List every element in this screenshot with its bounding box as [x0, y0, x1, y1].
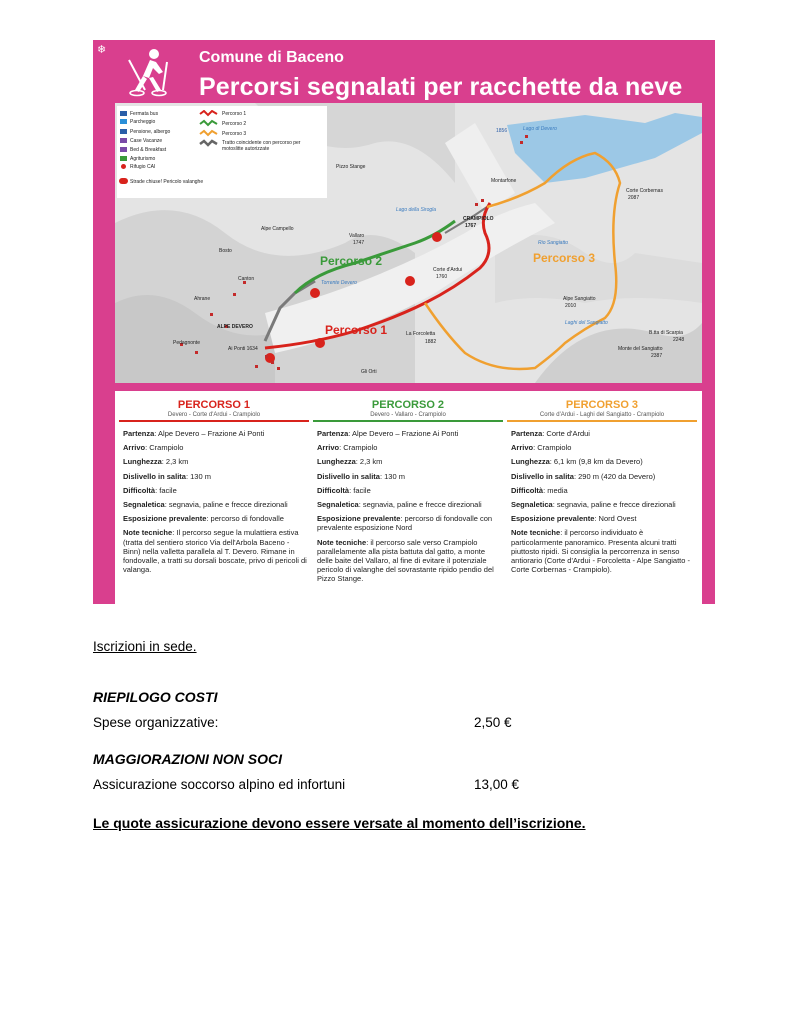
- map-label-alpe-devero: ALPE DEVERO: [217, 324, 253, 330]
- mountain-hut-icon: [121, 164, 126, 169]
- insurance-label: Assicurazione soccorso alpino ed infortuni: [93, 777, 346, 792]
- map-label-alpe-campello: Alpe Campello: [261, 226, 294, 232]
- map-label-torrente-devero: Torrente Devero: [321, 280, 357, 286]
- map-label-alt: 1760: [436, 274, 448, 280]
- map-label-corte-ardui: Corte d'Ardui: [433, 267, 463, 273]
- snowflake-icon: ❄: [97, 44, 107, 56]
- map-label-canton: Canton: [238, 276, 255, 282]
- map-label-bosto: Bosto: [219, 248, 232, 254]
- map-label-pizzo-stange: Pizzo Stange: [336, 164, 366, 170]
- snowshoe-hiker-icon: [123, 46, 175, 100]
- map-label-alt: 2010: [565, 303, 577, 309]
- insurance-value: 13,00 €: [474, 777, 520, 792]
- route-title: PERCORSO 2: [371, 399, 445, 411]
- route-details: Partenza: Alpe Devero – Frazione Ai Ponti Arrivo: Crampiolo Lunghezza: 2,3 km Dislivello in salita: 130 m Difficoltà: facile Segnaletica: segnavia, paline e frecce direzionali Esposizione prevalente: percorso di fondovalle con prevalente esposizione Nord Note tecniche: il percorso sale verso Crampiolo parallelamente alla pista battuta dal gatto, a monte delle baite del Vallaro, al fine di evitare il potenziale pericolo di valanghe del sovrastante ripido pendio del Pizzo Stange.: [317, 429, 494, 584]
- legend-item: Rifugio CAI: [130, 164, 156, 170]
- legend-route-1: Percorso 1: [222, 111, 247, 117]
- map-route-label-1: Percorso 1: [325, 323, 388, 337]
- route-title: PERCORSO 3: [565, 399, 639, 411]
- legend-item: Case Vacanze: [130, 138, 163, 144]
- map-route-label-3: Percorso 3: [533, 251, 596, 265]
- map-label-alt: 2387: [651, 353, 663, 359]
- map-label-alt: 2087: [628, 195, 640, 201]
- organizational-fee-label: Spese organizzative:: [93, 715, 219, 730]
- map-label-ahrane: Ahrane: [194, 296, 211, 302]
- map-label-crampiolo: CRAMPIOLO: [463, 216, 494, 222]
- insurance-payment-note: Le quote assicurazione devono essere versate al momento dell’iscrizione.: [93, 815, 586, 831]
- map-legend: [117, 106, 327, 198]
- legend-route-3: Percorso 3: [222, 131, 247, 137]
- parking-icon: [120, 119, 127, 124]
- map-label-alt: 1767: [465, 223, 477, 229]
- legend-route-shared: Tratto coincidente con percorso per motoslitte autorizzate: [222, 140, 301, 152]
- legend-item: Agriturismo: [130, 156, 156, 162]
- map-label-rio-sangiatto: Rio Sangiatto: [538, 240, 569, 246]
- bed-breakfast-icon: [120, 147, 127, 152]
- routes-info-table: [115, 391, 702, 604]
- map-label-monte-sangiatto: Monte del Sangiatto: [618, 346, 663, 352]
- route-subtitle: Devero - Vallaro - Crampiolo: [370, 412, 446, 418]
- map-label-gli-orti: Gli Orti: [361, 369, 377, 375]
- route-column-3: [507, 391, 697, 604]
- route-rule: [119, 420, 309, 422]
- map-label-ai-ponti: Ai Ponti 1634: [228, 346, 258, 352]
- route-rule: [313, 420, 503, 422]
- legend-item: Strade chiuse! Pericolo valanghe: [130, 179, 204, 185]
- map-label-alpe-sangiatto: Alpe Sangiatto: [563, 296, 596, 302]
- avalanche-warning-icon: [119, 178, 128, 184]
- map-label-montarfone: Montarfone: [491, 178, 517, 184]
- route-rule: [507, 420, 697, 422]
- route-details: Partenza: Corte d'Ardui Arrivo: Crampiolo Lunghezza: 6,1 km (9,8 km da Devero) Dislivello in salita: 290 m (420 da Devero) Difficoltà: media Segnaletica: segnavia, paline e frecce direzionali Esposizione prevalente: Nord Ovest Note tecniche: il percorso individuato è particolarmente panoramico. Presenta alcuni tratti piuttosto ripidi. Si consiglia la percorrenza in senso antiorario (Corte d'Ardui - Forcoletta - Alpe Sangiatto - Corte Corbernas - Crampiolo).: [511, 429, 691, 575]
- map-label-forcoletta: La Forcoletta: [406, 331, 436, 337]
- organizational-fee-value: 2,50 €: [474, 715, 512, 730]
- legend-route-2: Percorso 2: [222, 121, 247, 127]
- map-route-label-2: Percorso 2: [320, 254, 383, 268]
- map-label-lago-devero: Lago di Devero: [523, 126, 557, 132]
- route-title: PERCORSO 1: [177, 399, 251, 411]
- map-label-alt: 1747: [353, 240, 365, 246]
- legend-item: Fermata bus: [130, 111, 159, 117]
- farmhouse-icon: [120, 156, 127, 161]
- route-details: Partenza: Alpe Devero – Frazione Ai Ponti Arrivo: Crampiolo Lunghezza: 2,3 km Dislivello in salita: 130 m Difficoltà: facile Segnaletica: segnavia, paline e frecce direzionali Esposizione prevalente: percorso di fondovalle Note tecniche: Il percorso segue la mulattiera estiva (tratta del sentiero storico Via dell'Arbola Baceno - Binn) nella valletta parallela al T. Devero. Rimane in fondovalle, a tratti su dorsali boscate, privo di pericoli di valanga.: [123, 429, 307, 575]
- route-column-2: [313, 391, 503, 604]
- map-label-corte-corbernas: Corte Corbernas: [626, 188, 663, 194]
- cost-summary-heading: RIEPILOGO COSTI: [93, 689, 218, 705]
- legend-item: Pensione, albergo: [130, 129, 171, 135]
- route-legend-lines: [199, 110, 219, 150]
- legend-item: Parcheggio: [130, 119, 156, 125]
- poster-header: [93, 40, 715, 102]
- route-subtitle: Corte d'Ardui - Laghi del Sangiatto - Crampiolo: [539, 412, 665, 418]
- poster-title: Percorsi segnalati per racchette da neve: [199, 73, 683, 101]
- registration-note: Iscrizioni in sede.: [93, 639, 197, 654]
- legend-item: Bed & Breakfast: [130, 147, 167, 153]
- map-label-alt: 1856: [496, 128, 508, 134]
- route-column-1: [119, 391, 309, 604]
- poster-comune: Comune di Baceno: [199, 49, 344, 66]
- map-label-alt: 1882: [425, 339, 437, 345]
- bus-stop-icon: [120, 111, 127, 116]
- map-label-pedagnonte: Pedagnonte: [173, 340, 200, 346]
- poster-image: [93, 40, 715, 604]
- hotel-icon: [120, 129, 127, 134]
- non-member-surcharge-heading: MAGGIORAZIONI NON SOCI: [93, 751, 282, 767]
- map-label-vallaro: Vallaro: [349, 233, 365, 239]
- map-label-laghi-sangiatto: Laghi del Sangiatto: [565, 320, 608, 326]
- route-subtitle: Devero - Corte d'Ardui - Crampiolo: [167, 412, 261, 418]
- map-label-lago-sirogla: Lago della Sirogla: [396, 207, 437, 213]
- holiday-home-icon: [120, 138, 127, 143]
- map-label-bitta-scarpia: B.tta di Scarpia: [649, 330, 683, 336]
- map-label-alt: 2248: [673, 337, 685, 343]
